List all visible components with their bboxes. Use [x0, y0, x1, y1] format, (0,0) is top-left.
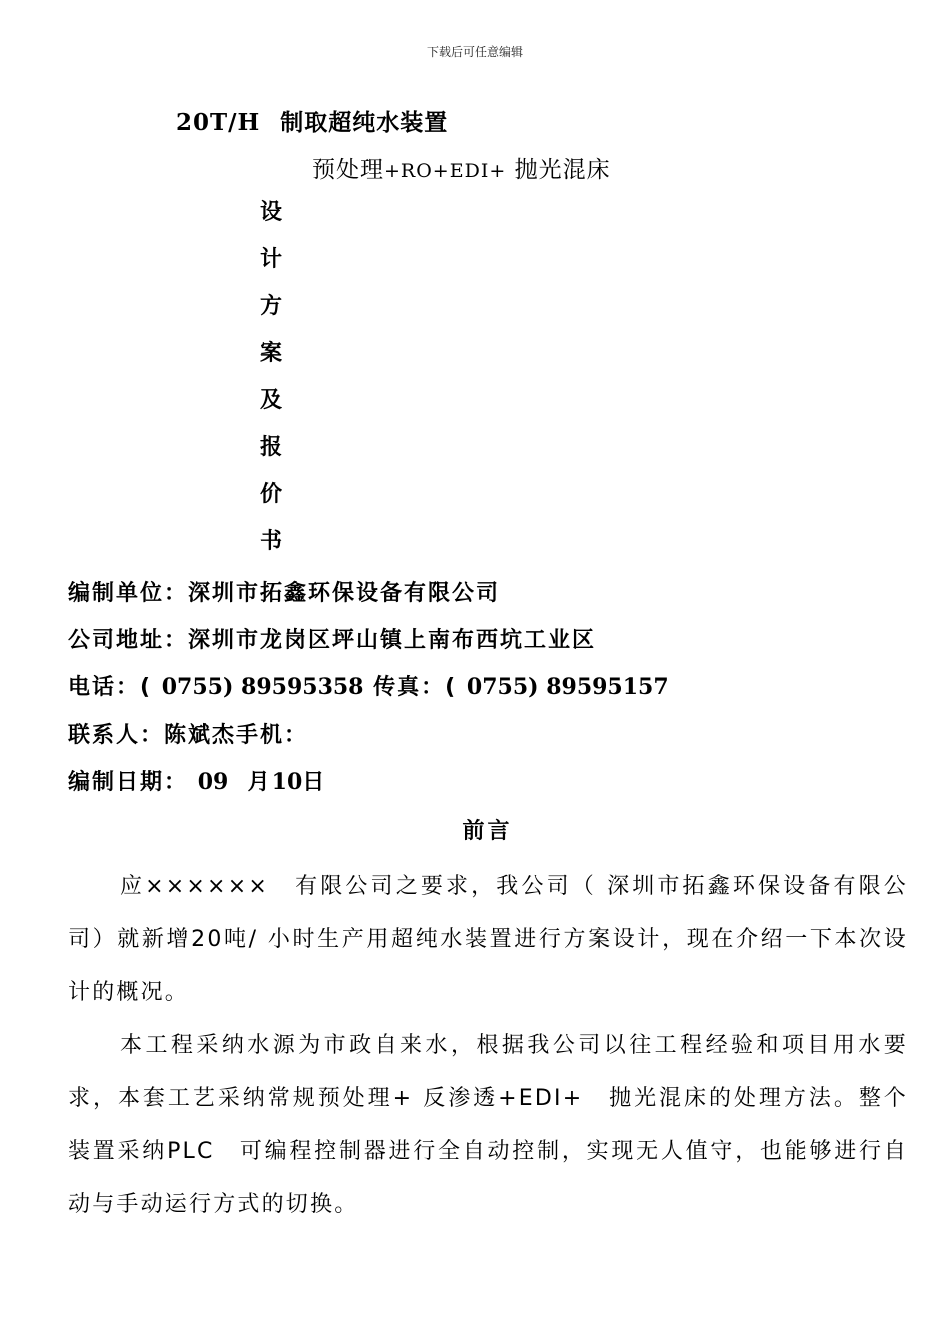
doc-type-char: 及 — [259, 388, 282, 413]
process-prefix: 预处理 — [312, 157, 384, 183]
preface-paragraph-2 — [68, 1019, 908, 1231]
info-address — [68, 623, 596, 654]
info-label: 公司地址： — [68, 628, 189, 653]
doc-type-char: 价 — [259, 482, 282, 507]
info-value: 深圳市拓鑫环保设备有限公司 — [188, 581, 501, 606]
date-day: 10 — [271, 769, 303, 795]
page-header-note: 下载后可任意编辑 — [426, 45, 523, 59]
date-month-char: 月 — [247, 770, 272, 795]
preface-paragraph-1 — [68, 860, 908, 1019]
info-label: 编制单位： — [68, 581, 189, 606]
title-main: 制取超纯水装置 — [280, 110, 449, 136]
info-label: 传真：( — [373, 675, 458, 700]
process-subtitle — [312, 151, 611, 184]
info-label: 编制日期： — [68, 770, 189, 795]
doc-type-char: 报 — [259, 435, 282, 460]
doc-type-vertical — [258, 196, 284, 572]
info-value: 陈斌杰手机： — [164, 723, 309, 748]
info-value: 深圳市龙岗区坪山镇上南布西坑工业区 — [188, 628, 597, 653]
doc-type-char: 案 — [259, 341, 282, 366]
info-label: 联系人： — [68, 723, 165, 748]
doc-type-char: 计 — [259, 247, 282, 272]
info-unit — [68, 576, 500, 607]
preface-title: 前言 — [462, 819, 513, 844]
info-contact — [68, 718, 308, 749]
process-mid: +RO+EDI+ — [384, 160, 507, 182]
paragraph-text: 应×××××× 有限公司之要求，我公司（ 深圳市拓鑫环保设备有限公司）就新增20吨/ 小时生产用超纯水装置进行方案设计，现在介绍一下本次设计的概况。 — [68, 874, 908, 1005]
info-label: 电话：( — [68, 675, 153, 700]
info-phone-fax — [68, 670, 669, 701]
date-month: 09 — [197, 769, 229, 795]
doc-type-char: 书 — [259, 529, 282, 554]
doc-type-char: 方 — [259, 294, 282, 319]
info-date — [68, 765, 326, 796]
document-title — [176, 104, 448, 137]
doc-type-char: 设 — [259, 200, 282, 225]
capacity-code: 20T/H — [176, 109, 261, 136]
date-day-char: 日 — [302, 770, 327, 795]
fax-number: 0755) 89595157 — [466, 674, 669, 700]
process-suffix: 抛光混床 — [506, 157, 611, 183]
phone-number: 0755) 89595358 — [161, 674, 364, 700]
paragraph-text: 本工程采纳水源为市政自来水，根据我公司以往工程经验和项目用水要求，本套工艺采纳常规预处理+ 反渗透+EDI+ 抛光混床的处理方法。整个装置采纳PLC 可编程控制器进行全自动控制，实现无人值守，也能够进行自动与手动运行方式的切换。 — [68, 1033, 908, 1217]
